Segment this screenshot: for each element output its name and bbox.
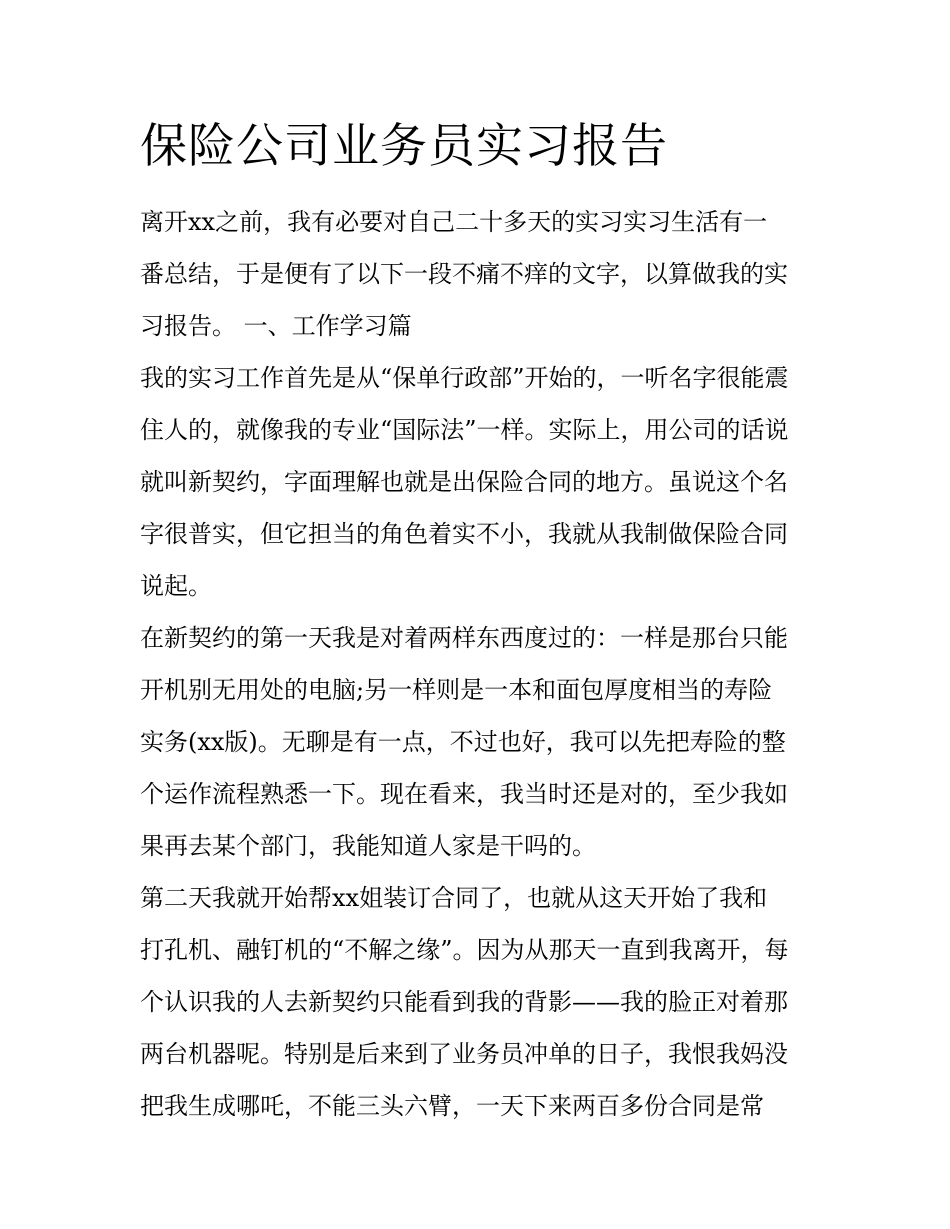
text-line: 字很普实，但它担当的角色着实不小，我就从我制做保险合同 xyxy=(140,520,788,548)
paragraph-policy-admin xyxy=(140,352,820,612)
text-line: 个认识我的人去新契约只能看到我的背影——我的脸正对着那 xyxy=(140,988,788,1016)
text-line: 在新契约的第一天我是对着两样东西度过的：一样是那台只能 xyxy=(140,624,788,652)
document-body xyxy=(140,196,820,1132)
text-line: 第二天我就开始帮xx姐装订合同了，也就从这天开始了我和 xyxy=(140,884,768,912)
text-line: 两台机器呢。特别是后来到了业务员冲单的日子，我恨我妈没 xyxy=(140,1040,788,1068)
text-line: 果再去某个部门，我能知道人家是干吗的。 xyxy=(140,832,596,860)
paragraph-intro xyxy=(140,196,820,352)
text-line: 就叫新契约，字面理解也就是出保险合同的地方。虽说这个名 xyxy=(140,468,788,496)
text-line: 打孔机、融钉机的“不解之缘”。因为从那天一直到我离开，每 xyxy=(140,936,789,964)
text-line: 实务(xx版)。无聊是有一点，不过也好，我可以先把寿险的整 xyxy=(140,728,786,756)
text-line: 个运作流程熟悉一下。现在看来，我当时还是对的，至少我如 xyxy=(140,780,788,808)
text-line: 开机别无用处的电脑;另一样则是一本和面包厚度相当的寿险 xyxy=(140,676,773,704)
text-line: 说起。 xyxy=(140,572,212,600)
text-line: 番总结，于是便有了以下一段不痛不痒的文字，以算做我的实 xyxy=(140,260,788,288)
text-line: 把我生成哪吒，不能三头六臂，一天下来两百多份合同是常 xyxy=(140,1092,764,1120)
text-line: 我的实习工作首先是从“保单行政部”开始的，一听名字很能震 xyxy=(140,364,789,392)
text-line: 住人的，就像我的专业“国际法”一样。实际上，用公司的话说 xyxy=(140,416,789,444)
paragraph-first-day xyxy=(140,612,820,872)
text-line: 习报告。 一、工作学习篇 xyxy=(140,312,412,340)
paragraph-second-day xyxy=(140,872,820,1132)
text-line: 离开xx之前，我有必要对自己二十多天的实习实习生活有一 xyxy=(140,208,768,236)
document-title: 保险公司业务员实习报告 xyxy=(140,119,668,174)
